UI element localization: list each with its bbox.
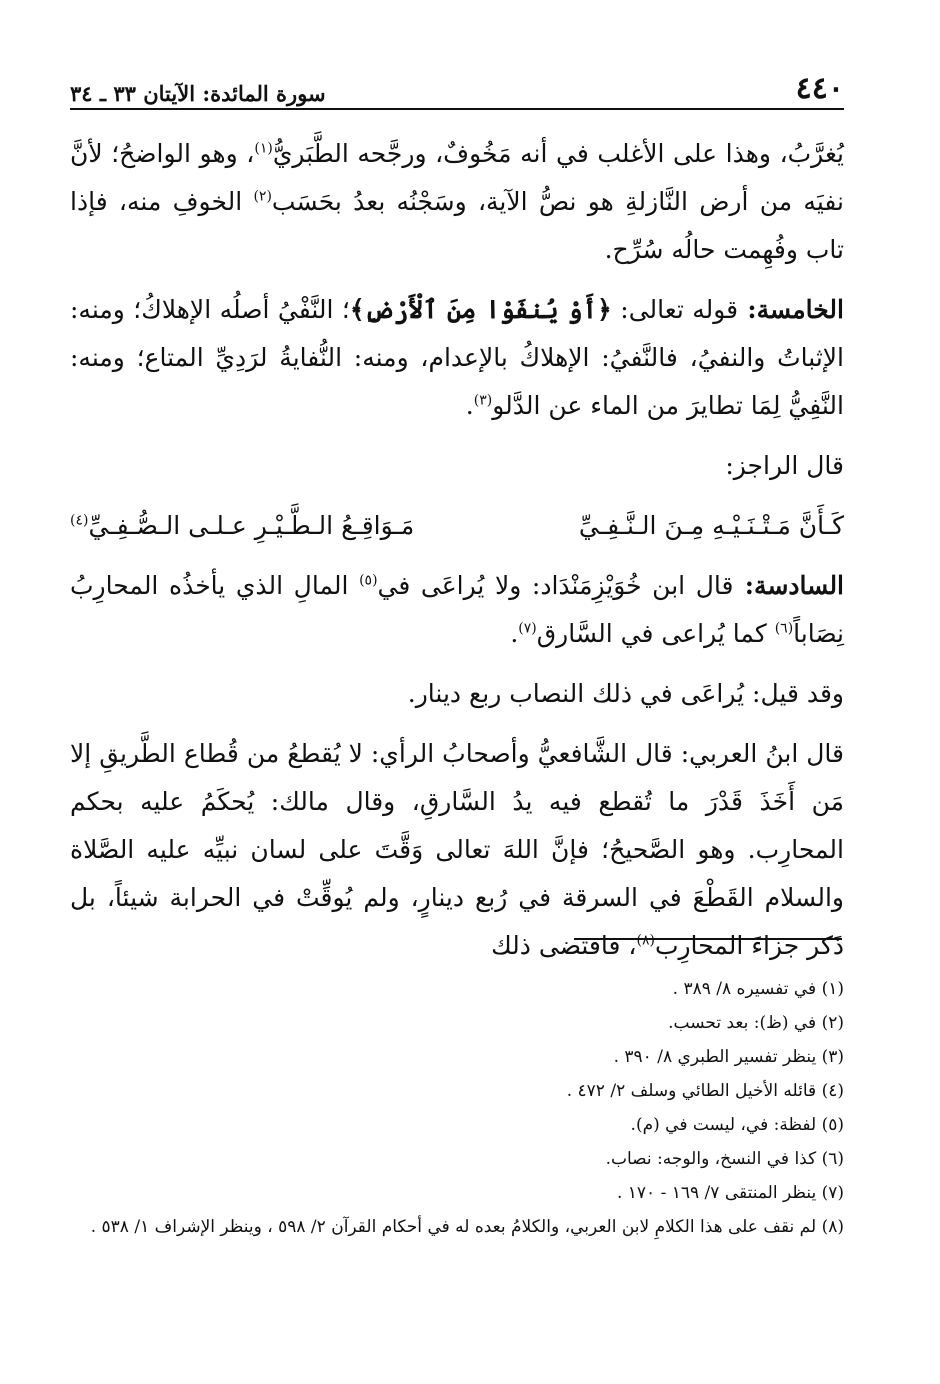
poem-verse [70,502,844,550]
paragraph-text: ، وهو الواضحُ؛ لأنَّ نفيَه من أرض النَّازلةِ هو نصُّ الآية، وسَجْنُه بعدُ بحَسَب [70,139,844,216]
paragraph-6 [70,730,844,970]
paragraph-text: قال ابنُ العربي: قال الشَّافعيُّ وأصحابُ الرأي: لا يُقطعُ من قُطاع الطَّريقِ إلا مَن أَخَذَ قَدْرَ ما تُقطع فيه يدُ السَّارقِ، وقال مالك: يُحكَمُ عليه بحكم المحارِب. وهو الصَّحيحُ؛ فإنَّ اللهَ تعالى وَقَّتَ على لسان نبيِّه عليه الصَّلاة والسلام القَطْعَ في السرقة في رُبع دينارٍ، ولم يُوقِّتْ في الحرابة شيئاً، بل ذَكر جزاءَ المحارِب [70,739,844,960]
footnote-ref[interactable]: (٣) [473,392,493,409]
footnote-4: (٤) قائله الأخيل الطائي وسلف ٢/ ٤٧٢ . [566,1081,844,1101]
footnote-3: (٣) ينظر تفسير الطبري ٨/ ٣٩٠ . [613,1047,844,1067]
section-label: السادسة: [733,571,845,600]
footnote-2: (٢) في (ظ): بعد تحسب. [668,1013,844,1033]
footnote-ref[interactable]: (٦) [774,620,794,637]
poem-hemistich-first: كَـأَنَّ مَـتْـنَـيْـهِ مِـنَ الـنَّـفِـيِّ [578,511,844,540]
footnote-ref[interactable]: (٥) [359,572,378,589]
quran-verse: ﴿أَوْ يُنفَوْا مِنَ ٱلْأَرْضِ﴾ [349,295,612,324]
footnote-6: (٦) كذا في النسخ، والوجه: نصاب. [605,1149,844,1169]
footnote-ref[interactable]: (٨) [636,932,655,949]
footnotes [70,972,844,1244]
paragraph-5 [70,670,844,718]
paragraph-text: الخوفِ منه، فإذا تاب وفُهِمت حالُه سُرِّح. [70,187,844,264]
footnote-ref[interactable]: (٧) [518,620,537,637]
running-title: سورة المائدة: الآيتان ٣٣ ـ ٣٤ [70,81,326,106]
paragraph-text: قال الراجز: [725,451,844,480]
paragraph-text: . [465,391,474,420]
footnote-8: (٨) لم نقف على هذا الكلامِ لابن العربي، والكلامُ بعده له في أحكام القرآن ٢/ ٥٩٨ ، وينظر الإشراف ١/ ٥٣٨ . [90,1217,844,1237]
paragraph-1 [70,130,844,274]
paragraph-text: يُغرَّبُ، وهذا على الأغلب في أنه مَخُوفٌ، ورجَّحه الطَّبَريُّ [272,139,844,168]
paragraph-text: . [510,619,519,648]
main-text [70,130,844,982]
poem-hemistich-second: مَـوَاقِـعُ الـطَّـيْـرِ عـلـى الـصُّـفِـيِّ [88,511,415,540]
paragraph-text: وقد قيل: يُراعَى في ذلك النصاب ربع دينار. [407,679,844,708]
paragraph-2 [70,286,844,430]
footnote-7: (٧) ينظر المنتقى ٧/ ١٦٩ - ١٧٠ . [616,1183,844,1203]
paragraph-text: قال ابن خُوَيْزِمَنْدَاد: ولا يُراعَى في [377,571,734,600]
section-label: الخامسة: [738,295,844,324]
paragraph-text: كما يُراعى في السَّارق [536,619,775,648]
paragraph-text: قوله تعالى: [611,295,739,324]
footnote-ref[interactable]: (٢) [253,188,272,205]
footnote-1: (١) في تفسيره ٨/ ٣٨٩ . [672,979,844,999]
paragraph-text: ؛ النَّفْيُ أصلُه الإهلاكُ؛ ومنه: الإثباتُ والنفيُ، فالنَّفيُ: الإهلاكُ بالإعدام، ومنه: النُّفايةُ لرَدِيِّ المتاع؛ ومنه: النَّفِيُّ لِمَا تطايرَ من الماء عن الدَّلو [70,295,844,420]
footnote-separator [574,938,842,940]
page-number: ٤٤٠ [795,71,844,106]
footnote-ref[interactable]: (١) [254,140,273,157]
paragraph-text: المالِ الذي يأخذُه المحارِبُ نِصَاباً [70,571,844,648]
footnote-5: (٥) لفظة: في، ليست في (م). [630,1115,844,1135]
paragraph-4 [70,562,844,658]
page-header [70,68,844,110]
paragraph-3 [70,442,844,490]
footnote-ref[interactable]: (٤) [70,512,89,529]
paragraph-text: ، فاقتضى ذلك [491,931,637,960]
poem-second-half [70,502,414,550]
